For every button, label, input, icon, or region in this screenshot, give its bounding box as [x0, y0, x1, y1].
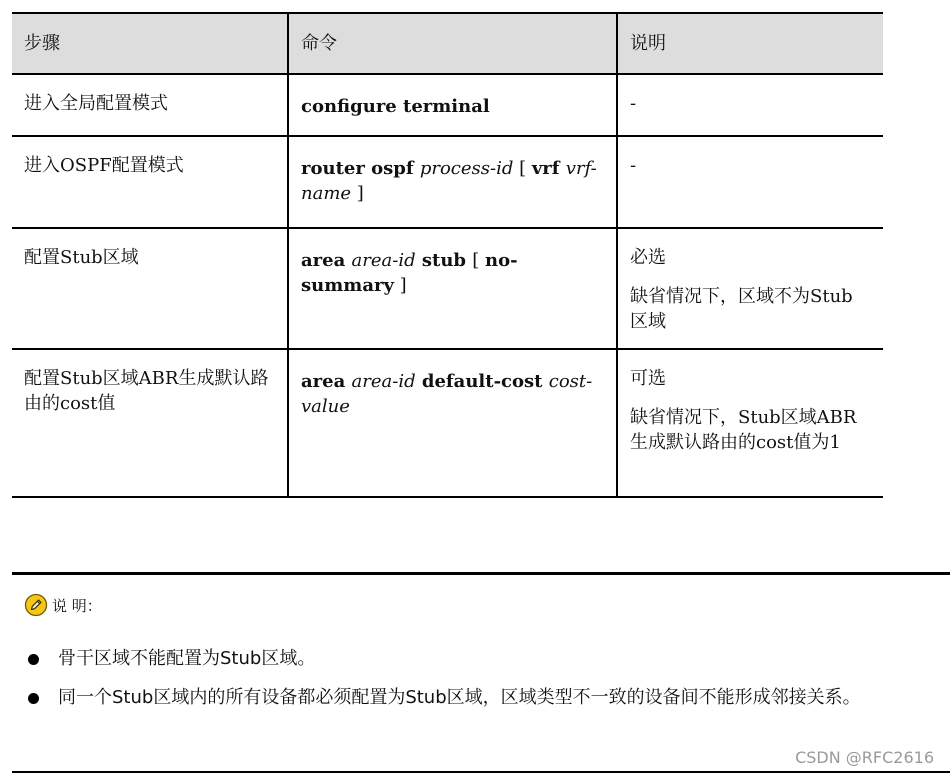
- note-title: 说 明：: [52, 596, 102, 615]
- note-item-text: 骨干区域不能配置为Stub区域。: [58, 648, 316, 669]
- command-cell: [288, 228, 617, 349]
- step-cell: 配置Stub区域ABR生成默认路由的cost值: [24, 368, 269, 414]
- command-segment: process-id: [419, 158, 514, 179]
- step-cell: 进入OSPF配置模式: [24, 155, 184, 176]
- description-text: -: [630, 93, 637, 114]
- list-item: [24, 683, 936, 712]
- command-cell: [288, 349, 617, 497]
- table-row: [12, 349, 883, 497]
- command-segment: default-cost: [415, 371, 549, 392]
- list-item: [24, 644, 936, 673]
- command-segment: vrf: [531, 158, 566, 179]
- table-row: [12, 228, 883, 349]
- table-row: [12, 74, 883, 136]
- config-steps-table: [12, 12, 883, 498]
- pencil-icon: [24, 593, 48, 617]
- description-text: 必选: [630, 247, 666, 268]
- command-cell: [288, 74, 617, 136]
- description-cell: [617, 228, 883, 349]
- description-cell: [617, 349, 883, 497]
- note-item-text: 同一个Stub区域内的所有设备都必须配置为Stub区域，区域类型不一致的设备间不能形成邻接关系。: [58, 687, 861, 708]
- header-command: 命令: [288, 13, 617, 74]
- command-segment: ]: [393, 275, 407, 296]
- note-header: [24, 592, 102, 618]
- description-text: 可选: [630, 368, 666, 389]
- table-row: [12, 136, 883, 228]
- description-cell: [617, 74, 883, 136]
- command-segment: area: [301, 371, 352, 392]
- command-cell: [288, 136, 617, 228]
- command-segment: area-id: [351, 250, 416, 271]
- command-segment: area: [301, 250, 352, 271]
- command-segment: cost-value: [301, 371, 593, 417]
- bullet-icon: [28, 654, 39, 665]
- command-segment: configure terminal: [301, 96, 490, 117]
- command-segment: ]: [351, 183, 364, 204]
- description-text: 缺省情况下，区域不为Stub区域: [630, 286, 853, 332]
- step-cell: 配置Stub区域: [24, 247, 139, 268]
- header-step: 步骤: [24, 33, 60, 54]
- command-segment: vrf-name: [301, 158, 597, 204]
- command-segment: area-id: [351, 371, 416, 392]
- note-bottom-divider: [12, 771, 950, 773]
- step-cell: 进入全局配置模式: [24, 93, 168, 114]
- command-segment: [: [472, 250, 486, 271]
- header-description: 说明: [617, 13, 883, 74]
- bullet-icon: [28, 693, 39, 704]
- command-segment: stub: [415, 250, 473, 271]
- command-segment: [: [513, 158, 532, 179]
- watermark: CSDN @RFC2616: [795, 748, 934, 767]
- command-segment: no-summary: [301, 250, 518, 296]
- description-cell: [617, 136, 883, 228]
- description-text: -: [630, 155, 637, 176]
- description-text: 缺省情况下，Stub区域ABR生成默认路由的cost值为1: [630, 407, 857, 453]
- table-header-row: [12, 13, 883, 74]
- command-segment: router ospf: [301, 158, 420, 179]
- note-top-divider: [12, 572, 950, 575]
- note-list: [24, 644, 936, 712]
